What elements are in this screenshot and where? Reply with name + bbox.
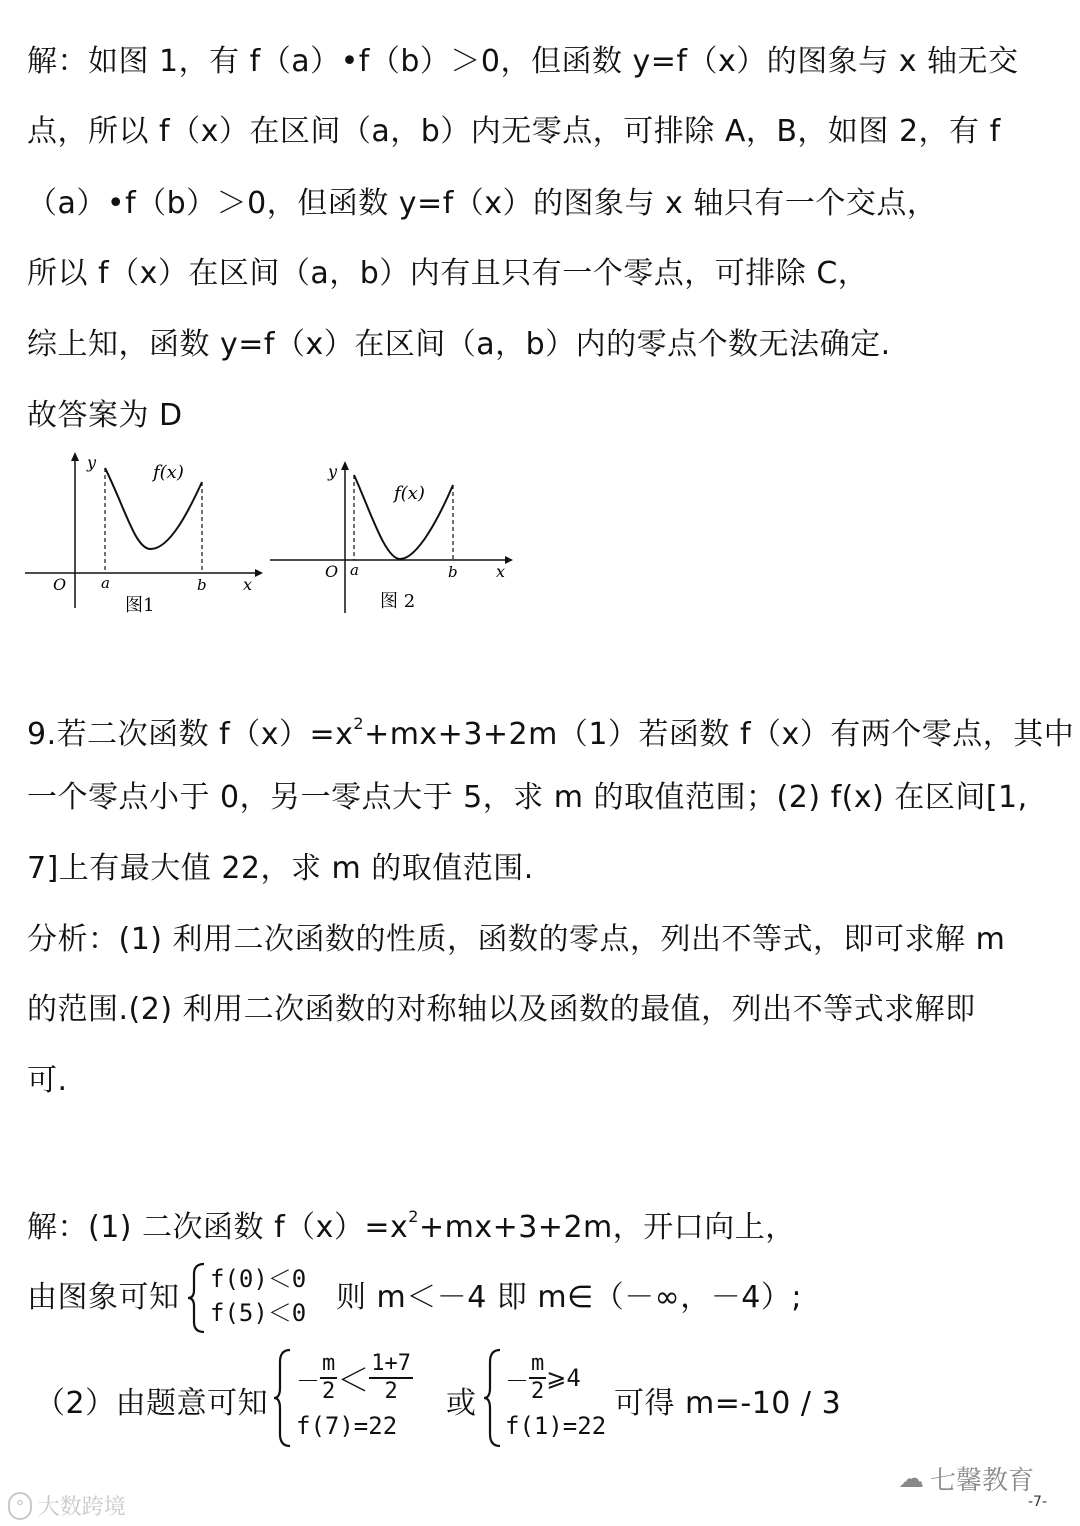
watermark-logo-icon: ᐤ [8, 1492, 32, 1520]
system-1-row-2: f(5)＜0 [210, 1299, 307, 1327]
x-axis-label: x [496, 562, 506, 581]
q9-text-a: 9.若二次函数 f（x）=x [27, 717, 354, 752]
sol1-text-b: +mx+3+2m，开口向上， [418, 1210, 796, 1245]
question-9-line-3: 7]上有最大值 22，求 m 的取值范围. [27, 851, 534, 886]
solution-line-2: 点，所以 f（x）在区间（a，b）内无零点，可排除 A，B，如图 2，有 f [27, 114, 1001, 149]
y-axis-label: y [87, 453, 97, 472]
a-label: a [350, 561, 359, 579]
system-3-row-2: f(1)=22 [505, 1412, 607, 1440]
answer-line: 故答案为 D [27, 398, 183, 433]
numerator: 1+7 [369, 1351, 413, 1379]
b-label: b [448, 563, 458, 581]
figure-caption: 图 2 [380, 591, 416, 612]
a-label: a [101, 574, 110, 592]
system-1 [210, 1262, 306, 1330]
brace-3 [482, 1348, 504, 1448]
denominator: 2 [384, 1379, 398, 1404]
question-9-line-1 [27, 708, 1074, 755]
watermark-left-text: 大数跨境 [37, 1495, 126, 1520]
wechat-icon: ☁ [898, 1463, 924, 1494]
fraction-1plus7-over-2 [369, 1351, 413, 1405]
solution-line-4: 所以 f（x）在区间（a，b）内有且只有一个零点，可排除 C， [27, 256, 869, 291]
solution-9-line-3-suffix: 可得 m=-10 / 3 [614, 1386, 842, 1421]
solution-9-line-2-suffix: 则 m＜－4 即 m∈（－∞，－4）; [336, 1280, 802, 1315]
watermark-right [898, 1460, 1034, 1497]
superscript-2: 2 [408, 1207, 419, 1226]
analysis-line-1: 分析：(1) 利用二次函数的性质，函数的零点，列出不等式，即可求解 m [27, 922, 1006, 957]
system-2-row-1 [296, 1350, 413, 1406]
solution-9-line-1 [27, 1201, 796, 1248]
x-axis-label: x [243, 575, 253, 594]
sol1-text-a: 解：(1) 二次函数 f（x）=x [27, 1210, 409, 1245]
fraction-m-over-2 [529, 1351, 546, 1405]
function-label: f(x) [153, 462, 184, 483]
fraction-m-over-2 [320, 1351, 337, 1405]
system-3-row-1 [505, 1350, 606, 1406]
q9-text-b: +mx+3+2m（1）若函数 f（x）有两个零点，其中 [364, 717, 1075, 752]
system-3 [505, 1350, 606, 1440]
minus-sign: － [296, 1366, 320, 1395]
numerator: m [529, 1351, 546, 1379]
y-axis-label: y [328, 462, 338, 481]
figure-1 [25, 448, 265, 618]
figure-2 [270, 455, 520, 620]
watermark-left [8, 1490, 126, 1521]
solution-9-line-2-prefix: 由图象可知 [27, 1280, 180, 1315]
system-1-row-1: f(0)＜0 [210, 1265, 307, 1293]
solution-line-3: （a）•f（b）＞0，但函数 y=f（x）的图象与 x 轴只有一个交点， [27, 186, 938, 221]
solution-line-5: 综上知，函数 y=f（x）在区间（a，b）内的零点个数无法确定. [27, 327, 891, 362]
b-label: b [197, 576, 207, 594]
question-9-line-2: 一个零点小于 0，另一零点大于 5，求 m 的取值范围；(2) f(x) 在区间[1, [27, 780, 1028, 815]
system-2-row-2: f(7)=22 [296, 1412, 398, 1440]
numerator: m [320, 1351, 337, 1379]
brace-2 [272, 1348, 294, 1448]
system-2 [296, 1350, 413, 1440]
denominator: 2 [531, 1379, 545, 1404]
denominator: 2 [322, 1379, 336, 1404]
or-text: 或 [446, 1386, 477, 1421]
function-label: f(x) [394, 483, 425, 504]
solution-line-1: 解：如图 1，有 f（a）•f（b）＞0，但函数 y=f（x）的图象与 x 轴无交 [27, 44, 1019, 79]
origin-label: O [325, 562, 339, 581]
superscript-2: 2 [353, 714, 365, 733]
figure-caption: 图1 [125, 595, 155, 616]
solution-9-line-3-prefix: （2）由题意可知 [35, 1386, 269, 1421]
page-number: -7- [1028, 1494, 1048, 1510]
brace-1 [186, 1262, 208, 1334]
origin-label: O [53, 575, 67, 594]
watermark-right-text: 七馨教育 [930, 1466, 1035, 1496]
operator: ＜ [337, 1361, 370, 1399]
analysis-line-3: 可. [27, 1063, 68, 1098]
analysis-line-2: 的范围.(2) 利用二次函数的对称轴以及函数的最值，列出不等式求解即 [27, 992, 976, 1027]
minus-sign: － [505, 1366, 529, 1395]
operator: ⩾4 [546, 1364, 581, 1392]
